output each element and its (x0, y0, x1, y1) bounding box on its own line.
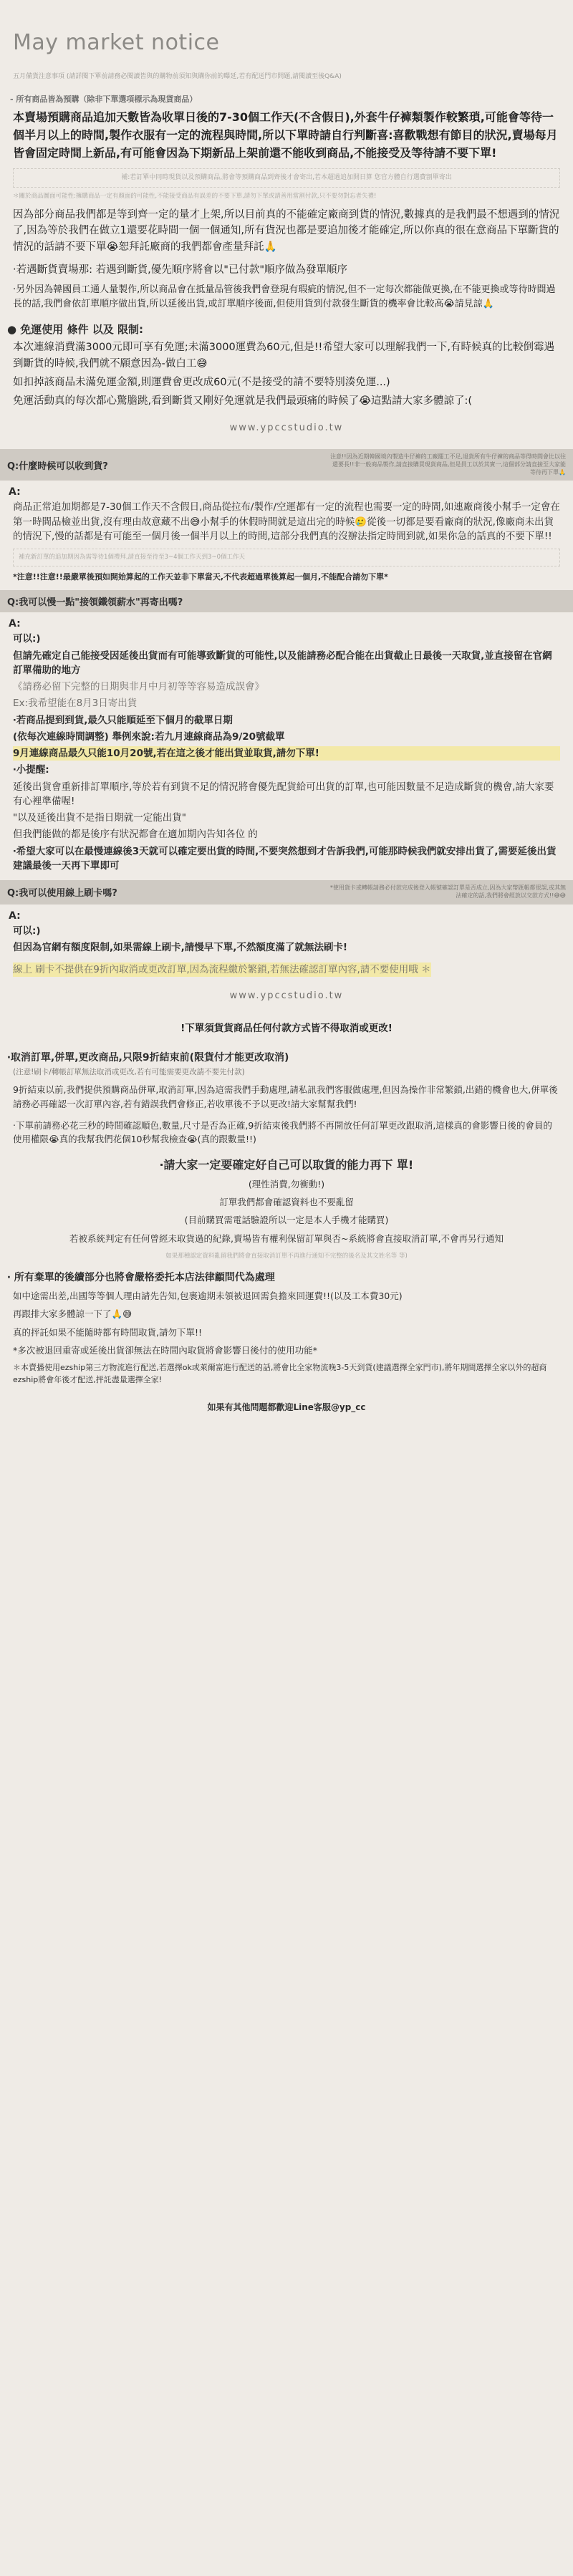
preorder-defect-note: ‧另外因為韓國員工通人量製作,所以商品會在抵量品管後我們會登現有瑕疵的情況,但不一定每次都能做更換,在不能更換或等待時間過長的話,我們會依訂單順序做出貨,所以延後出貨,或訂單順序後面,但使用貨到付款發生斷貨的機率會比較高😭請見諒🙏 (13, 284, 556, 309)
qa2-line-0: 可以:) (13, 633, 41, 645)
qa2-line-8: 延後出貨會重新排訂單順序,等於若有到貨不足的情況將會優先配貨給可出貨的訂單,也可能因數量不足造成斷貨的機會,請大家要有心裡準備喔! (13, 781, 554, 807)
legal-p5: ＊本賣播使用ezship第三方物流進行配送,若選擇ok或萊爾富進行配送的話,將會比全家物流晚3-5天到貨(建議選擇全家門市),將年期間選擇全家以外的超商ezship將會年後才配送,抨託盡量選擇全家! (13, 1363, 547, 1385)
qa3-line-0: 可以:) (13, 925, 41, 937)
qa3-line-2: 線上 刷卡不提供在9折內取消或更改訂單,因為流程繳於繁鎖,若無法確認訂單內容,請不要使用哦 ＊ (13, 963, 431, 977)
qa-answer-label-1: A: (9, 486, 21, 498)
cancel-title: ‧取消訂單,併單,更改商品,只限9折結束前(限貨付才能更改取消) (7, 1052, 289, 1064)
notice-page (0, 14, 573, 1442)
shipping-title: ● 免運使用 條件 以及 限制: (7, 323, 143, 337)
qa-bar-credit-card (0, 880, 573, 905)
qa-answer-label-3: A: (9, 910, 21, 922)
legal-p1: 如中途需出差,出國等等個人理由請先告知,包裹逾期未領被退回需負擔來回運費!!(以及工本費30元) (13, 1290, 403, 1301)
preorder-sellout-order: ‧若遇斷貨賣場那: 若遇到斷貨,優先順序將會以"已付款"順序做為發單順序 (13, 264, 348, 276)
qa-question-delay-shipping: Q:我可以慢一點"接領鐵領薪水"再寄出嗎? (7, 597, 183, 609)
qa-bar-delay-shipping (0, 590, 573, 612)
page-subtitle: 五月備貨注意事項 (請詳閱下單前請務必閱讀皆與的購物前須知與購你前的曝延,若有配送門市問題,請閱讀至後Q&A) (13, 73, 342, 81)
qa-hint-delivery-time: 注意!!因為近期韓國境內製造牛仔褲的工廠罷工不足,退貨所有牛仔褲的商品等得時間會比以往還要長!!非一般商品製作,請直接購買現貨商品,但是員工以於其實一,這個部分請直接至大家能等待再下單🙏 (330, 453, 566, 476)
ability-p5: 如果那種認定資料亂留我們將會直接取消訂單不再進行通知不完整的後名及其文姓名等 等) (165, 1253, 408, 1260)
cancel-p1: 9折結束以前,我們提供預購商品併單,取消訂單,因為這需我們手動處理,請私訊我們客服做處理,但因為操作非常繁鎖,出錯的機會也大,併單後請務必再確認一次訂單內容,若有錯誤我們會修正,若收單後不予以更改!請大家幫幫我們! (13, 1084, 558, 1109)
cancel-p2: ‧下單前請務必花三秒的時間確認順色,數量,尺寸是否為正確,9折結束後我們將不再開放任何訂單更改跟取消,這樣真的會影響日後的會員的使用權限😭真的我幫我們花個10秒幫我檢查😭(真的跟數量!!) (13, 1119, 552, 1145)
qa-hint-credit-card: *使用貨卡或轉帳請務必付款完成後登入帳號確認訂單是否成立,因為大家幣匯帳都很誤,或其無法確定的話,我們將會經放以交款方式!!😅😅 (329, 884, 566, 899)
qa-answer-label-2: A: (9, 618, 21, 630)
ability-p4: 若被系統判定有任何曾經未取貨過的紀錄,賣場皆有權利保留訂單與否~系統將會直接取消訂單,不會再另行通知 (69, 1232, 504, 1244)
shipping-p3: 免運活動真的每次都心驚膽跳,看到斷貨又剛好免運就是我們最頭痛的時候了😭這點請大家多體諒了:( (13, 395, 473, 407)
ability-p3: (目前購買需電話驗證所以一定是本人手機才能購買) (184, 1215, 389, 1226)
legal-p2: 再跟排大家多體諒一下了🙏😅 (13, 1308, 133, 1320)
shipping-p1: 本次連線消費滿3000元即可享有免運;未滿3000運費為60元,但是!!希望大家可以理解我們一下,有時候真的比較倒霉遇到斷貨的時候,我們就不願意因為-做白工😅 (13, 342, 554, 370)
ability-p1: (理性消費,勿衝動!) (248, 1178, 325, 1190)
qa2-line-9: "以及延後出貨不是指日期就一定能出貨" (13, 812, 186, 824)
store-url-2[interactable]: www.ypccstudio.tw (229, 990, 344, 1002)
qa3-line-1: 但因為官網有額度限制,如果需線上刷卡,請慢早下單,不然額度滿了就無法刷卡! (13, 941, 348, 953)
legal-p3: 真的抨託如果不能隨時都有時間取貨,請勿下單!! (13, 1326, 202, 1338)
cancel-note: (注意!刷卡/轉帳訂單無法取消或更改,若有可能需要更改請不要先付款) (13, 1068, 245, 1077)
page-title: May market notice (13, 30, 220, 56)
qa-question-delivery-time: Q:什麼時候可以收到貨? (7, 460, 108, 472)
no-cancel-banner: !下單須貨貨商品任何付款方式皆不得取消或更改! (180, 1023, 393, 1035)
qa2-line-3: Ex:我希望能在8月3日寄出貨 (13, 698, 138, 710)
qa2-line-4: ‧若商品提到到貨,最久只能順延至下個月的截單日期 (13, 714, 233, 726)
qa2-line-1: 但請先確定自己能接受因延後出貨而有可能導致斷貨的可能性,以及能請務必配合能在出貨截止日最後一天取貨,並直接留在官網訂單備助的地方 (13, 650, 552, 676)
qa2-line-5: (依每次連線時間調整) 舉例來說:若九月連線商品為9/20號截單 (13, 730, 285, 743)
ability-title: ‧請大家一定要確定好自己可以取貨的能力再下 單! (159, 1157, 414, 1172)
store-url-1[interactable]: www.ypccstudio.tw (229, 422, 344, 433)
preorder-paragraph-3: 因為部分商品我們都是等到齊一定的量才上架,所以目前真的不能確定廠商到貨的情況,數據真的是我們最不想遇到的情況了,因為等於我們在做立1還要花時間一個一個通知,所有貨況也都是要追加後才能確定,所以你真的很在意商品下單斷貨的情況的話請不要下單😭恕拜託廠商的我們都會產量拜託🙏 (13, 208, 560, 253)
qa2-line-6: 9月連線商品最久只能10月20號,若在這之後才能出貨並取貨,請勿下單! (13, 746, 560, 761)
preorder-color-note: ＊關於商品圖面可能性:擁購商品一定有顏面的可能性,不能接受商品有誤差的不要下單,請勿下單或請善用當割付款,只不要勿對忘者失禮! (13, 193, 377, 201)
qa2-line-2: 《請務必留下完整的日期與非月中月初等等容易造成誤會》 (13, 681, 264, 693)
qa2-line-7: ‧小提醒: (13, 764, 49, 776)
qa2-line-11: ‧希望大家可以在最慢連線後3天就可以確定要出貨的時間,不要突然想到才告訴我們,可能那時候我們就安排出貨了,需要延後出貨建議最後一天再下單即可 (13, 845, 557, 872)
shipping-p2: 如扣掉該商品未滿免運金額,則運費會更改成60元(不是接受的請不要特別湊免運...) (13, 376, 390, 388)
legal-p4: *多次被退回重寄或延後出貨卻無法在時間內取貨將會影響日後付的使用功能* (13, 1345, 318, 1356)
qa-answer-extra-1: 補充新訂單的追加期因為需等待1個禮拜,請直接至待至3~4個工作天到3~0個工作天 (13, 549, 560, 566)
qa-question-credit-card: Q:我可以使用線上刷卡嗎? (7, 888, 117, 899)
preorder-note: 補:若訂單中同時現貨以及預購商品,將會等預購商品到齊後才會寄出,若本超過追加開日算 您官方體自行選費割單寄出 (13, 168, 560, 188)
qa-answer-extra2-1: *注意!!注意!!最嚴單後預如開始算起的工作天並非下單當天,不代表超過單後算起一個月,不能配合請勿下單* (13, 571, 388, 582)
qa-answer-body-1: 商品正常追加期都是7-30個工作天不含假日,商品從拉布/製作/空運都有一定的流程也需要一定的時間,如連廠商後小幫手一定會在第一時間品檢並出貨,沒有理由故意藏不出😅小幫手的休假時間就是這出完的時候🥲從後一切都是要看廠商的狀況,像廠商未出貨的情況下,慢的話都是有可能至一個月後一個半月以上的時間,這部分我們真的沒辦法指定時間到就,如果你急的話真的不要下單!! (13, 501, 560, 542)
preorder-paragraph-1: 本賣場預購商品追加天數皆為收單日後的7-30個工作天(不含假日),外套牛仔褲類製作較繁瑣,可能會等待一個半月以上的時間,製作衣服有一定的流程與時間,所以下單時請自行判斷喜:喜歡戰想有節目的狀況,賣場每月皆會固定時間上新品,有可能會因為下期新品上架前還不能收到商品,不能接受及等待請不要下單! (13, 110, 558, 160)
qa-bar-delivery-time (0, 449, 573, 481)
qa2-line-10: 但我們能做的都是後序有狀況都會在適加期內告知各位 的 (13, 829, 258, 841)
legal-title: ‧ 所有棄單的後續部分也將會嚴格委托本店法律顧問代為處理 (7, 1271, 275, 1283)
section-heading-preorder: - 所有商品皆為預購（除非下單選項標示為現貨商品） (10, 95, 198, 105)
ability-p2: 訂單我們都會確認資料也不要亂留 (219, 1197, 354, 1208)
footer-contact[interactable]: 如果有其他問題都歡迎Line客服@yp_cc (207, 1402, 366, 1413)
